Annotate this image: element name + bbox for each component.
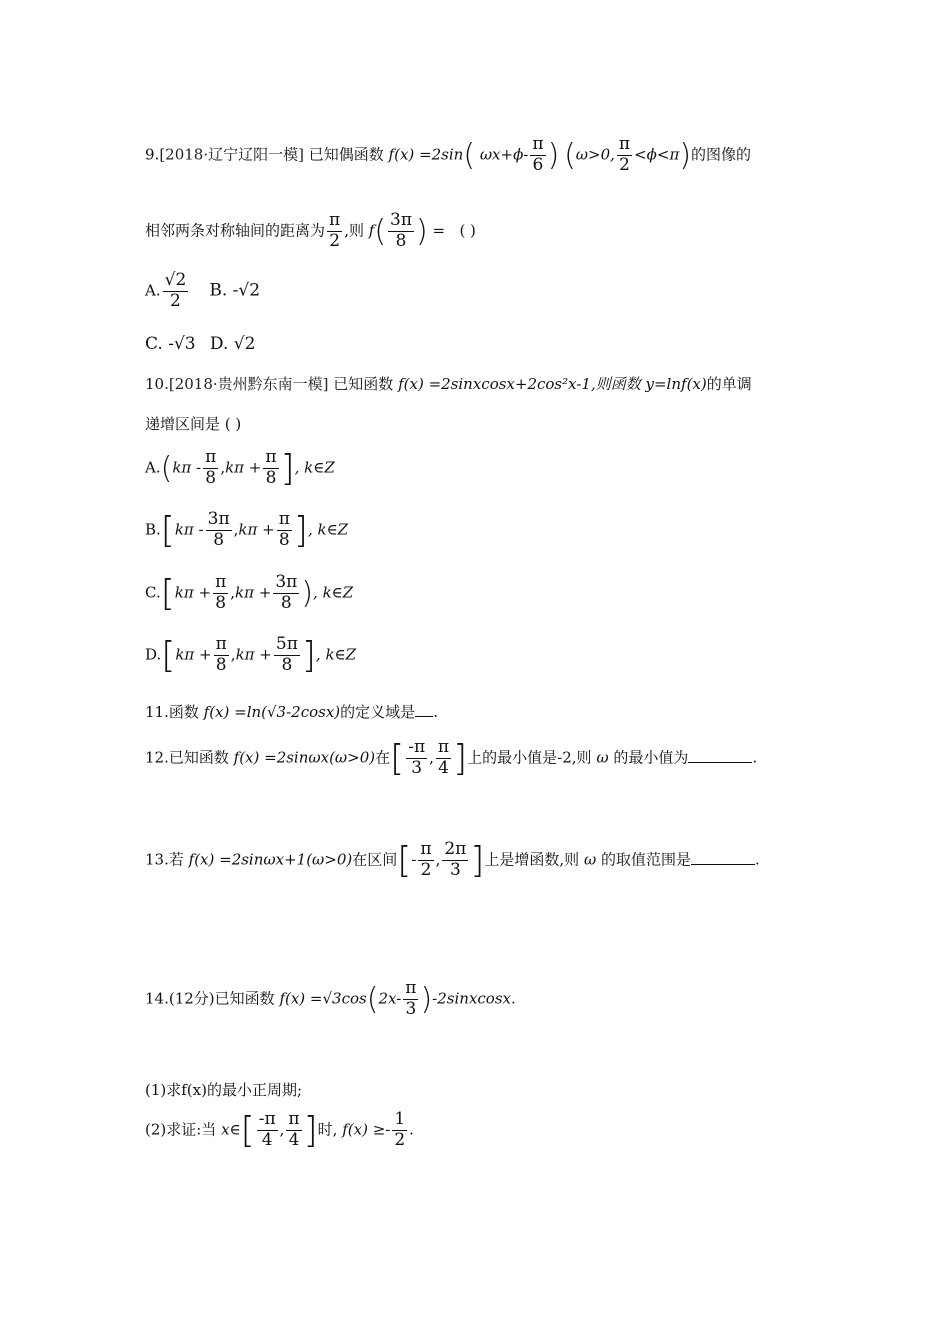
- bracket-close: ]: [301, 635, 316, 676]
- q9-option-a: [163, 272, 189, 311]
- q13-answer-blank[interactable]: [691, 864, 755, 865]
- q10-line1: [145, 373, 752, 394]
- q9-option-a-label: A.: [145, 281, 161, 300]
- bracket-open: [: [390, 738, 405, 779]
- frac: [273, 574, 299, 613]
- q14-p2-when: 时,: [317, 1120, 338, 1139]
- q10-option-a: [145, 448, 335, 489]
- num: π: [278, 509, 290, 530]
- den: 4: [288, 1130, 300, 1150]
- q14-stem: 14.(12分)已知函数: [145, 989, 275, 1008]
- label: A.: [145, 458, 161, 477]
- q11-end: .: [433, 703, 438, 721]
- num: π: [420, 839, 432, 860]
- frac: [213, 574, 228, 613]
- den: 8: [213, 530, 225, 550]
- num: π: [265, 447, 277, 468]
- bracket-open: [: [240, 1110, 255, 1151]
- den: 2: [170, 290, 181, 311]
- q10-source: [2018·贵州黔东南一模]: [168, 375, 329, 393]
- q9-option-b: B. -√2: [209, 280, 261, 301]
- q12-frac-b: [436, 739, 451, 778]
- label: B.: [145, 520, 161, 539]
- paren-open: (: [160, 451, 173, 486]
- q10-function: f(x) =2sinxcosx+2cos²x-1,则函数: [398, 375, 641, 393]
- q10-stem-end: 的单调: [706, 375, 752, 393]
- den: 2: [420, 860, 432, 880]
- q14-frac: [403, 980, 418, 1019]
- kpi: kπ +: [235, 645, 272, 664]
- q13-frac-a: [418, 841, 433, 880]
- q14-part1: (1)求f(x)的最小正周期;: [145, 1081, 303, 1099]
- paren-close: ): [420, 981, 433, 1017]
- q13-stem: 13.若: [145, 850, 184, 869]
- q9-number: 9.: [145, 145, 160, 164]
- q9-equals: =: [432, 221, 446, 240]
- paren-open: (: [463, 137, 476, 173]
- kZ: , k∈Z: [294, 458, 335, 477]
- q12-text: 在: [375, 748, 391, 767]
- q9-option-c: C. -√3: [145, 334, 196, 354]
- frac: [274, 636, 300, 675]
- den: 2: [619, 154, 630, 175]
- q11-stem: 11.函数: [145, 703, 199, 721]
- q14-end: .: [409, 1120, 414, 1139]
- den: 4: [438, 758, 449, 778]
- q9-condition-b: <ϕ<π: [634, 145, 680, 164]
- num: π: [532, 134, 544, 154]
- q12-stem: 12.已知函数: [145, 748, 229, 767]
- q10-stem: 已知函数: [333, 375, 394, 393]
- num: π: [215, 634, 227, 655]
- q14: [145, 980, 516, 1019]
- q9-option-d: D. √2: [209, 334, 256, 354]
- q9-frac-pi-2b: [327, 212, 342, 251]
- kpi: kπ -: [174, 520, 204, 539]
- num: 1: [394, 1109, 406, 1130]
- bracket-open: [: [397, 840, 412, 881]
- paren-open: (: [366, 981, 379, 1017]
- num: 2π: [444, 839, 467, 860]
- q12-text2: 上的最小值是-2,则: [467, 748, 592, 767]
- comma: ,: [230, 583, 236, 602]
- kpi: kπ +: [175, 645, 212, 664]
- den: 2: [394, 1130, 406, 1150]
- q9-then: ,则: [344, 221, 364, 240]
- paren-open: (: [374, 213, 387, 249]
- den: 8: [215, 655, 227, 675]
- q12-end: .: [752, 748, 758, 767]
- bracket-open: [: [160, 510, 175, 551]
- q12: 12.已知函数 f(x) =2sinωx(ω>0)在[ $\frac{-\pi}{3}$ , $\frac{\pi}{4}$ ]上的最小值是-2,则 ω 的最小值为 .: [145, 737, 758, 779]
- minus: -: [411, 850, 417, 869]
- q13: 13.若 f(x) =2sinωx+1(ω>0)在区间[- $\frac{\pi}{2}$ , $\frac{2\pi}{3}$ ]上是增函数,则 ω 的取值范围是 .: [145, 839, 760, 881]
- frac: [206, 511, 232, 550]
- num: 5π: [275, 634, 298, 655]
- q13-function: f(x) =2sinωx+1(ω>0): [188, 850, 353, 869]
- num: -π: [408, 737, 426, 758]
- frac: [203, 449, 218, 488]
- q9-options-ab: [145, 272, 260, 311]
- q12-answer-blank[interactable]: [688, 762, 752, 763]
- den: 3: [449, 860, 461, 880]
- bracket-close: ]: [280, 448, 295, 489]
- q14-p2-text: (2)求证:当: [145, 1120, 217, 1139]
- q11-answer-blank[interactable]: [415, 716, 433, 717]
- num: π: [288, 1109, 300, 1130]
- q9-frac-pi-2: [617, 136, 632, 175]
- q14-arg: 2x-: [378, 989, 402, 1008]
- q9-line2-text: 相邻两条对称轴间的距离为: [145, 221, 326, 240]
- q13-omega: ω: [583, 850, 597, 869]
- q12-frac-a: [406, 739, 427, 778]
- q9-stem-end: 的图像的: [691, 145, 752, 164]
- q13-text: 在区间: [352, 850, 398, 869]
- q9-line2: [145, 212, 476, 251]
- bracket-close: ]: [470, 840, 485, 881]
- q9-answer-paren: ( ): [459, 221, 476, 240]
- q9-line1: [145, 136, 751, 175]
- paren-close: ): [416, 213, 428, 249]
- frac: [263, 449, 278, 488]
- q10-option-d: [145, 635, 356, 676]
- q9-frac-pi-6: [530, 136, 545, 175]
- num: 3π: [390, 210, 413, 230]
- q14-frac-half: [392, 1111, 407, 1150]
- comma: ,: [230, 645, 236, 664]
- bracket-close: ]: [293, 510, 308, 551]
- q10-option-c: [145, 573, 353, 614]
- q10-line2: 递增区间是 ( ): [145, 415, 242, 433]
- comma: ,: [233, 520, 239, 539]
- q14-x-in: x∈: [221, 1120, 241, 1139]
- num: π: [618, 134, 631, 154]
- q9-source: [2018·辽宁辽阳一模]: [159, 145, 304, 164]
- num: π: [205, 447, 217, 468]
- q14-frac-b: [286, 1111, 301, 1150]
- den: 8: [278, 530, 290, 550]
- den: 6: [532, 154, 544, 175]
- num: π: [437, 737, 450, 758]
- q12-function: f(x) =2sinωx(ω>0): [233, 748, 376, 767]
- q14-tail: -2sinxcosx.: [432, 989, 516, 1008]
- paren-close: ): [301, 576, 314, 611]
- den: 3: [405, 998, 417, 1019]
- q13-text3: 的取值范围是: [600, 850, 691, 869]
- den: 8: [215, 593, 227, 613]
- q9-argument: ωx+ϕ-: [479, 145, 529, 164]
- num: π: [405, 978, 417, 998]
- q13-frac-b: [442, 841, 468, 880]
- q14-inequality: f(x) ≥-: [342, 1120, 391, 1139]
- q12-omega: ω: [596, 748, 609, 767]
- bracket-close: ]: [303, 1110, 318, 1151]
- q9-frac-3pi-8: [388, 212, 414, 251]
- frac: [214, 636, 229, 675]
- num: 3π: [275, 572, 298, 593]
- kpi: kπ +: [238, 520, 275, 539]
- paren-close: ): [679, 137, 692, 173]
- bracket-open: [: [161, 635, 176, 676]
- q9-stem: 已知偶函数: [308, 145, 384, 164]
- q9-condition-a: ω>0,: [575, 145, 615, 164]
- q9-f: f: [368, 221, 375, 240]
- bracket-close: ]: [453, 738, 468, 779]
- kpi: kπ +: [174, 583, 212, 602]
- q12-text3: 的最小值为: [613, 748, 689, 767]
- num: -π: [258, 1109, 276, 1130]
- q10-option-b: [145, 510, 348, 551]
- den: 8: [281, 655, 293, 675]
- q9-function: f(x) =2sin: [388, 145, 464, 164]
- kZ: , k∈Z: [313, 583, 354, 602]
- num: π: [215, 572, 227, 593]
- num: √2: [164, 270, 187, 290]
- q13-text2: 上是增函数,则: [484, 850, 580, 869]
- q10-function2: y=lnf(x): [645, 375, 707, 393]
- paren-close: ): [547, 137, 560, 173]
- den: 8: [205, 468, 217, 488]
- q11: [145, 701, 438, 722]
- q14-function: f(x) =√3cos: [279, 989, 367, 1008]
- paren-open: (: [564, 137, 576, 173]
- kpi: kπ +: [225, 458, 262, 477]
- q14-part2: (2)求证:当 x∈[ $\frac{-\pi}{4}$ , $\frac{\pi}{4}$ ]时, f(x) ≥- $\frac{1}{2}$ .: [145, 1109, 414, 1151]
- label: C.: [145, 583, 161, 602]
- q11-function: f(x) =ln(√3-2cosx): [203, 703, 341, 721]
- q13-end: .: [755, 850, 760, 869]
- kZ: , k∈Z: [315, 645, 357, 664]
- kpi: kπ -: [172, 458, 202, 477]
- den: 8: [280, 593, 292, 613]
- den: 3: [411, 758, 423, 778]
- q14-frac-a: [257, 1111, 278, 1150]
- den: 8: [265, 468, 277, 488]
- kpi: kπ +: [235, 583, 272, 602]
- kZ: , k∈Z: [307, 520, 349, 539]
- q10-number: 10.: [145, 375, 169, 393]
- label: D.: [145, 645, 162, 664]
- bracket-open: [: [160, 573, 175, 614]
- num: 3π: [207, 509, 230, 530]
- den: 4: [261, 1130, 273, 1150]
- den: 2: [329, 230, 341, 251]
- num: π: [329, 210, 341, 230]
- q9-options-cd: [145, 334, 255, 354]
- comma: ,: [220, 458, 226, 477]
- frac: [277, 511, 292, 550]
- q11-text: 的定义域是: [340, 703, 416, 721]
- den: 8: [395, 230, 407, 251]
